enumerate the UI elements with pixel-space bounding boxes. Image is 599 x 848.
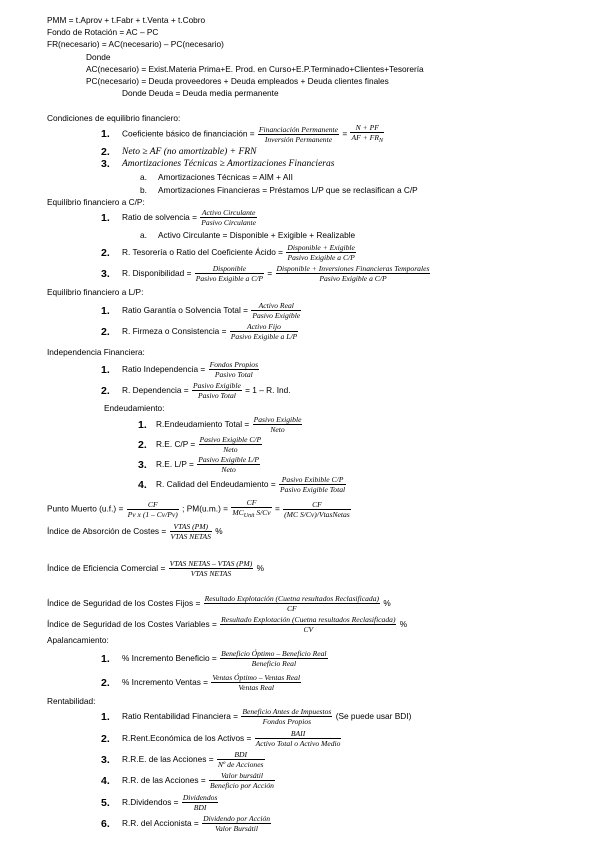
formula-label: R.Endeudamiento Total = [156, 419, 250, 429]
formula-label: Índice de Absorción de Costes = [47, 526, 167, 536]
formula-label: R.E. C/P = [156, 439, 196, 449]
list-number: 3. [138, 459, 147, 471]
fraction [276, 264, 431, 283]
formula-label: Ratio Garantía o Solvencia Total = [122, 305, 248, 315]
denominator: Beneficio por Acción [210, 781, 274, 791]
calidad-endeudamiento-formula [156, 474, 347, 494]
rentabilidad-financiera-formula [122, 706, 411, 726]
list-number: 3. [101, 158, 110, 170]
separator: ; [182, 503, 185, 514]
numerator: CF [283, 500, 351, 510]
fraction [199, 435, 263, 454]
numerator: Pasivo Exibible C/P [279, 475, 346, 485]
list-number: 2. [101, 247, 110, 259]
numerator: Pasivo Exigible C/P [199, 435, 262, 445]
ratio-disponibilidad-formula [122, 263, 431, 283]
ratio-solvencia-formula [122, 207, 258, 227]
numerator: Pasivo Exigible L/P [198, 455, 259, 465]
coeficiente-basico-formula [122, 123, 385, 146]
endeudamiento-cp-formula [156, 434, 263, 454]
numerator: Disponible + Inversiones Financieras Temporales [276, 264, 430, 274]
numerator: Resultado Explotación (Cuetna resultados Reclasificada) [204, 594, 380, 604]
endeudamiento-heading: Endeudamiento: [104, 403, 165, 413]
numerator: Pasivo Exigible [192, 381, 241, 391]
denominator: Pasivo Exigible a L/P [230, 332, 298, 342]
list-number: 4. [101, 775, 110, 787]
numerator: Valor bursátil [209, 771, 275, 781]
denominator: Pasivo Circulante [201, 218, 257, 228]
list-number: 2. [101, 326, 110, 338]
numerator: Disponible + Exigible [287, 243, 355, 253]
denominator: Activo Total o Activo Medio [255, 739, 341, 749]
denominator: Neto [223, 445, 238, 455]
donde-deuda-note: Donde Deuda = Deuda media permanente [122, 88, 279, 98]
seguridad-costes-fijos-formula [47, 593, 391, 613]
fraction [286, 243, 356, 262]
list-number: 1. [138, 419, 147, 431]
denominator: Beneficio Real [251, 659, 297, 669]
fraction [209, 771, 275, 790]
fraction [204, 594, 380, 613]
formula-tail: % [215, 526, 223, 536]
fraction [169, 559, 254, 578]
numerator: Activo Circulante [201, 208, 256, 218]
list-number: 2. [101, 677, 110, 689]
fraction [241, 707, 332, 726]
equals-sign: = [342, 128, 348, 139]
denominator: Neto [270, 425, 285, 435]
denominator: Pasivo Total [197, 391, 236, 401]
rentabilidad-accionista-formula [122, 813, 272, 833]
endeudamiento-total-formula [156, 414, 303, 434]
numerator: VTAS (PM) [170, 522, 212, 532]
apalancamiento-heading: Apalancamiento: [47, 635, 109, 645]
numerator: Fondos Propios [209, 360, 259, 370]
ratio-dependencia-formula [122, 380, 291, 400]
fr-necesario-formula: FR(necesario) = AC(necesario) – PC(necesario) [47, 39, 224, 49]
list-number: 1. [101, 364, 110, 376]
fraction [251, 301, 301, 320]
denominator: Pasivo Total [214, 370, 253, 380]
fraction [279, 475, 346, 494]
numerator: Activo Real [251, 301, 301, 311]
formula-label: R. Dependencia = [122, 385, 189, 395]
neto-condition: Neto ≥ AF (no amortizable) + FRN [122, 147, 257, 157]
formula-label: PM(u.m.) = [186, 503, 229, 514]
endeudamiento-lp-formula [156, 454, 261, 474]
formula-tail: % [256, 563, 264, 573]
formula-label: Ratio de solvencia = [122, 212, 197, 222]
fraction [220, 649, 327, 668]
fraction [202, 814, 271, 833]
formula-label: Índice de Eficiencia Comercial = [47, 563, 166, 573]
list-letter: a. [140, 172, 147, 182]
denominator: Pasivo Exigible Total [280, 485, 346, 495]
numerator: Activo Fijo [230, 322, 298, 332]
denominator: VTAS NETAS [190, 569, 232, 579]
denominator: Ventas Real [238, 683, 275, 693]
rentabilidad-dividendos-formula [122, 792, 219, 812]
list-letter: b. [140, 185, 147, 195]
fraction [217, 750, 265, 769]
denominator: AF + $FR_N$ [351, 133, 383, 144]
equals-sign: = [274, 503, 280, 514]
list-number: 3. [101, 268, 110, 280]
formula-label: R. Disponibilidad = [122, 268, 192, 278]
denominator: Nº de Acciones [217, 760, 264, 770]
eficiencia-comercial-formula [47, 558, 264, 578]
formula-label: Ratio Independencia = [122, 364, 206, 374]
denominator: Pasivo Exigible a C/P [195, 274, 264, 284]
list-number: 1. [101, 711, 110, 723]
list-number: 2. [101, 385, 110, 397]
numerator: Disponible [195, 264, 264, 274]
fraction [283, 500, 351, 519]
list-number: 5. [101, 797, 110, 809]
denominator: Valor Bursátil [215, 824, 258, 834]
denominator: Inversión Permanente [264, 135, 333, 144]
formula-tail: % [383, 598, 391, 608]
independencia-heading: Independencia Financiera: [47, 347, 145, 357]
formula-label: Índice de Seguridad de los Costes Variables = [47, 619, 217, 629]
numerator: Pasivo Exigible [253, 415, 302, 425]
list-number: 1. [101, 305, 110, 317]
fraction [220, 615, 396, 634]
fraction [170, 522, 212, 541]
formula-label: Índice de Seguridad de los Costes Fijos = [47, 598, 201, 608]
formula-label: R. Tesorería o Ratio del Coeficiente Ácido = [122, 247, 284, 257]
numerator: N + PF [350, 123, 384, 133]
fraction [350, 123, 384, 146]
list-letter: a. [140, 230, 147, 240]
formula-tail: (Se puede usar BDI) [335, 711, 412, 721]
ac-necesario-formula: AC(necesario) = Exist.Materia Prima+E. Prod. en Curso+E.P.Terminado+Clientes+Tesorería [86, 64, 424, 74]
list-number: 3. [101, 754, 110, 766]
fraction [182, 793, 219, 812]
denominator: Fondos Propios [262, 717, 312, 727]
activo-circulante-def: Activo Circulante = Disponible + Exigible + Realizable [158, 230, 356, 240]
numerator: Beneficio Antes de Impuestos [242, 707, 332, 717]
formula-label: R. Calidad del Endeudamiento = [156, 479, 276, 489]
list-number: 4. [138, 479, 147, 491]
donde-label: Donde [86, 52, 111, 62]
ratio-independencia-formula [122, 359, 260, 379]
denominator: VTAS NETAS [170, 532, 211, 542]
ratio-tesoreria-formula [122, 242, 357, 262]
fraction [197, 455, 260, 474]
denominator: CF [286, 604, 297, 614]
incremento-ventas-formula [122, 672, 302, 692]
amortizaciones-financieras: Amortizaciones Financieras = Préstamos L/P que se reclasifican a C/P [158, 185, 418, 195]
denominator: Pasivo Exigible [252, 311, 301, 321]
equilibrio-heading: Condiciones de equilibrio financiero: [47, 113, 181, 123]
numerator: BAII [255, 729, 342, 739]
fraction [258, 125, 339, 144]
fraction [255, 729, 342, 748]
list-number: 1. [101, 128, 110, 140]
fraction [200, 208, 257, 227]
numerator: Beneficio Óptimo – Beneficio Real [221, 649, 327, 659]
ratio-garantia-formula [122, 300, 302, 320]
list-number: 6. [101, 818, 110, 830]
formula-label: Coeficiente básico de financiación = [122, 128, 255, 139]
seguridad-costes-variables-formula [47, 614, 407, 634]
pmm-formula: PMM = t.Aprov + t.Fabr + t.Venta + t.Cobro [47, 15, 206, 25]
list-number: 2. [138, 439, 147, 451]
list-number: 1. [101, 653, 110, 665]
denominator: CV [303, 625, 314, 635]
fraction [231, 498, 271, 521]
formula-label: R.Dividendos = [122, 797, 179, 807]
formula-label: Punto Muerto (u.f.) = [47, 503, 124, 514]
numerator: CF [231, 498, 271, 508]
amortizaciones-tecnicas: Amortizaciones Técnicas = AIM + AII [158, 172, 293, 182]
rentabilidad-heading: Rentabilidad: [47, 696, 96, 706]
fraction [253, 415, 303, 434]
list-number: 2. [101, 733, 110, 745]
fraction [230, 322, 298, 341]
numerator: Dividendo por Acción [203, 814, 271, 824]
fraction [192, 381, 242, 400]
rre-acciones-formula [122, 749, 266, 769]
fraction [127, 500, 179, 519]
numerator: CF [127, 500, 179, 510]
formula-label: R.R.E. de las Acciones = [122, 754, 214, 764]
fondo-rotacion-formula: Fondo de Rotación = AC – PC [47, 27, 159, 37]
rentabilidad-economica-formula [122, 728, 342, 748]
amortizaciones-condition: Amortizaciones Técnicas ≥ Amortizaciones Financieras [122, 159, 335, 169]
formula-label: R.Rent.Económica de los Activos = [122, 733, 252, 743]
incremento-beneficio-formula [122, 648, 329, 668]
formula-label: % Incremento Beneficio = [122, 653, 217, 663]
formula-tail: = 1 – R. Ind. [245, 385, 291, 395]
denominator: BDI [193, 803, 207, 813]
numerator: VTAS NETAS – VTAS (PM) [169, 559, 253, 569]
numerator: Dividendos [182, 793, 218, 803]
equals-sign: = [267, 268, 273, 278]
formula-label: R. Firmeza o Consistencia = [122, 326, 227, 336]
denominator: Pasivo Exigible a C/P [319, 274, 387, 284]
rr-acciones-formula [122, 770, 276, 790]
absorcion-costes-formula [47, 521, 223, 541]
formula-label: R.R. de las Acciones = [122, 775, 206, 785]
pc-necesario-formula: PC(necesario) = Deuda proveedores + Deuda empleados + Deuda clientes finales [86, 76, 389, 86]
fraction [209, 360, 259, 379]
numerator: Ventas Óptimo – Ventas Real [212, 673, 301, 683]
numerator: Financiación Permanente [258, 125, 338, 134]
formula-label: % Incremento Ventas = [122, 677, 209, 687]
lp-heading: Equilibrio financiero a L/P: [47, 287, 144, 297]
denominator: Neto [221, 465, 236, 475]
formula-label: R.R. del Accionista = [122, 818, 199, 828]
fraction [195, 264, 264, 283]
ratio-firmeza-formula [122, 321, 299, 341]
formula-label: Ratio Rentabilidad Financiera = [122, 711, 238, 721]
formula-label: R.E. L/P = [156, 459, 194, 469]
numerator: BDI [217, 750, 265, 760]
list-number: 1. [101, 212, 110, 224]
formula-tail: % [399, 619, 408, 629]
denominator: (MC S/Cv)/VtasNetas [284, 510, 350, 519]
denominator: $MC_{Unit}$ S/Cv [232, 508, 271, 519]
denominator: Pasivo Exigible a C/P [287, 253, 355, 263]
denominator: Pv x (1 – Cv/Pv) [127, 510, 178, 519]
cp-heading: Equilibrio financiero a C/P: [47, 197, 145, 207]
list-number: 2. [101, 146, 110, 158]
numerator: Resultado Explotación (Cuetna resultados Reclasificada) [221, 615, 396, 625]
fraction [211, 673, 301, 692]
punto-muerto-formula [47, 498, 352, 521]
